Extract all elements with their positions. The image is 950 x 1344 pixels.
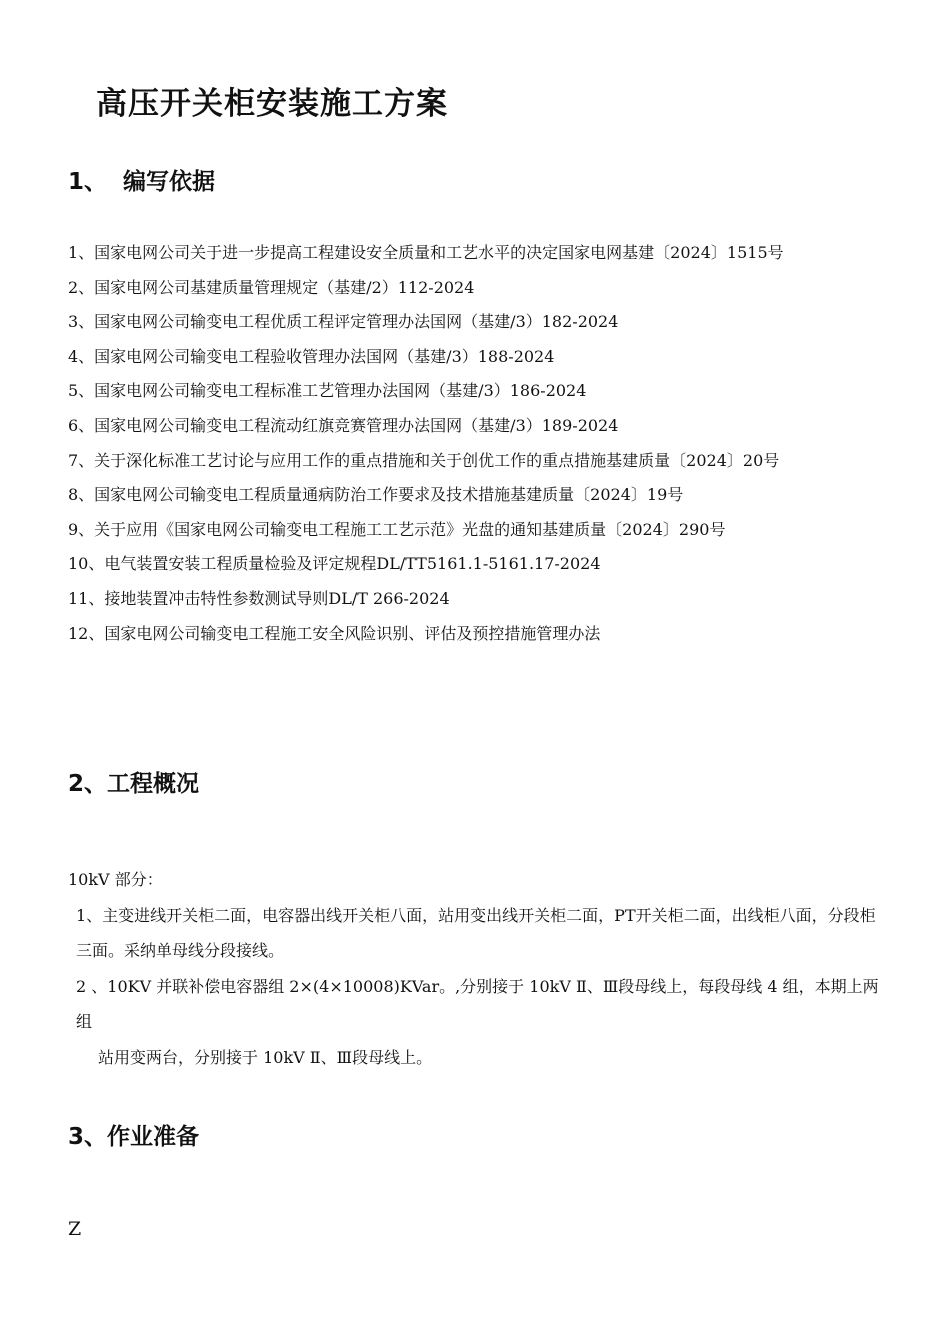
document-title: 高压开关柜安装施工方案 bbox=[96, 86, 448, 122]
list-item: 1、国家电网公司关于进一步提高工程建设安全质量和工艺水平的决定国家电网基建〔2024〕1515号 bbox=[68, 243, 784, 262]
list-item: 7、关于深化标准工艺讨论与应用工作的重点措施和关于创优工作的重点措施基建质量〔2024〕20号 bbox=[68, 450, 780, 470]
overview-paragraph: 2 、10KV 并联补偿电容器组 2×(4×10008)KVar。,分别接于 10kV Ⅱ、Ⅲ段母线上，每段母线 4 组，本期上两组 bbox=[76, 976, 879, 1031]
overview-subheading: 10kV 部分： bbox=[68, 870, 163, 889]
section-1-title: 编写依据 bbox=[123, 169, 216, 195]
section-2-heading: 2、工程概况 bbox=[68, 771, 200, 797]
overview-paragraph: 1、主变进线开关柜二面，电容器出线开关柜八面，站用变出线开关柜二面，PT开关柜二面，出线柜八面，分段柜三面。采纳单母线分段接线。 bbox=[76, 905, 876, 960]
list-item: 5、国家电网公司输变电工程标准工艺管理办法国网（基建/3）186-2024 bbox=[68, 381, 587, 401]
list-item: 2、国家电网公司基建质量管理规定（基建/2）112-2024 bbox=[68, 277, 475, 297]
list-item: 3、国家电网公司输变电工程优质工程评定管理办法国网（基建/3）182-2024 bbox=[68, 312, 619, 332]
section-3-heading: 3、作业准备 bbox=[68, 1124, 200, 1150]
list-item: 10、电气装置安装工程质量检验及评定规程DL/TT5161.1-5161.17-2024 bbox=[68, 554, 601, 574]
overview-paragraph: 站用变两台，分别接于 10kV Ⅱ、Ⅲ段母线上。 bbox=[98, 1047, 433, 1067]
list-item: 4、国家电网公司输变电工程验收管理办法国网（基建/3）188-2024 bbox=[68, 346, 555, 366]
list-item: 6、国家电网公司输变电工程流动红旗竞赛管理办法国网（基建/3）189-2024 bbox=[68, 415, 619, 435]
section-1-heading bbox=[68, 163, 215, 196]
list-item: 9、关于应用《国家电网公司输变电工程施工工艺示范》光盘的通知基建质量〔2024〕290号 bbox=[68, 519, 726, 539]
section-1-number: 1、 bbox=[68, 169, 108, 195]
reference-list bbox=[68, 236, 888, 651]
list-item: 12、国家电网公司输变电工程施工安全风险识别、评估及预控措施管理办法 bbox=[68, 623, 601, 643]
list-item: 11、接地装置冲击特性参数测试导则DL/T 266-2024 bbox=[68, 588, 450, 608]
project-overview bbox=[68, 862, 888, 1075]
footer-mark: Z bbox=[68, 1218, 82, 1240]
list-item: 8、国家电网公司输变电工程质量通病防治工作要求及技术措施基建质量〔2024〕19号 bbox=[68, 485, 684, 505]
